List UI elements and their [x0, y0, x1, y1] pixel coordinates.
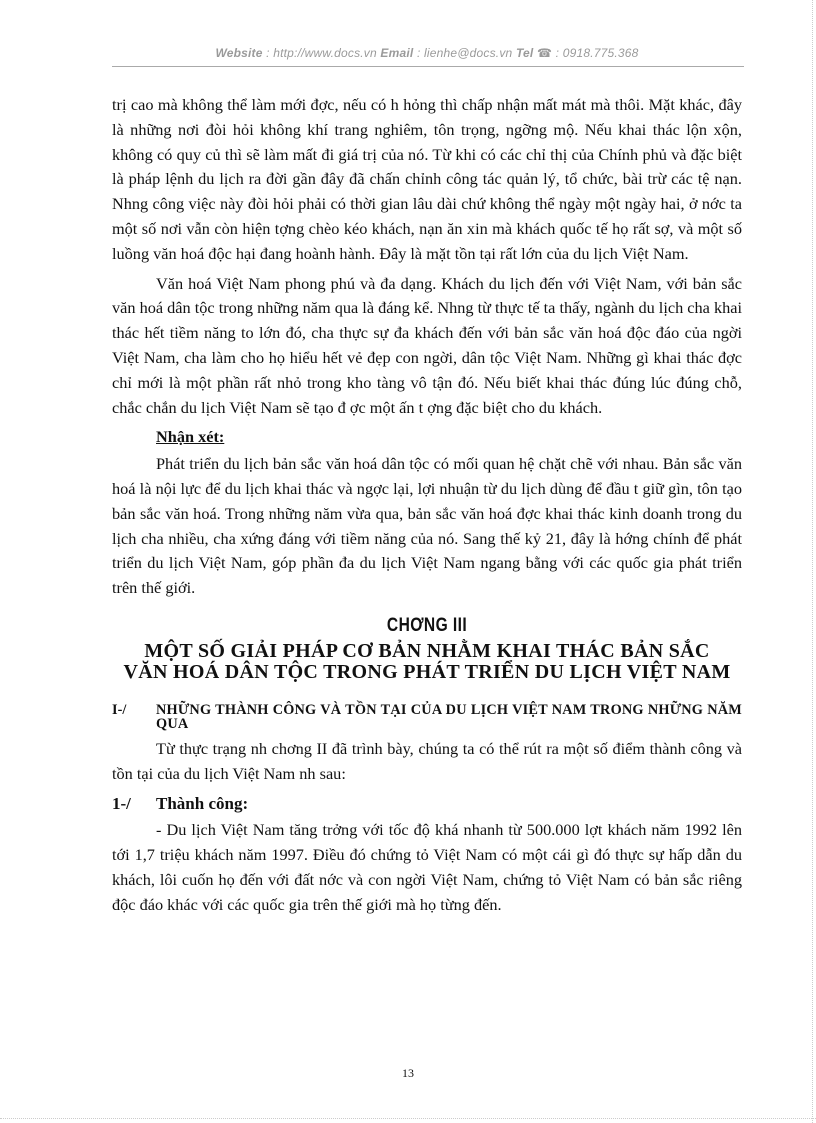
website-value: : http://www.docs.vn	[262, 46, 381, 60]
email-label: Email	[380, 46, 414, 60]
section-intro: Từ thực trạng nh chơng II đã trình bày, chúng ta có thể rút ra một số điểm thành công và tồn tại của du lịch Việt Nam nh sau:	[112, 738, 742, 783]
document-body	[112, 93, 742, 923]
tel-label: Tel	[515, 46, 534, 60]
tel-value: ☎ : 0918.775.368	[533, 46, 639, 60]
chapter-label: CHƠNG III	[386, 614, 468, 636]
subsection-number: 1-/	[112, 793, 131, 813]
subsection-heading	[112, 792, 742, 817]
website-label: Website	[215, 46, 263, 60]
right-dotted-rule	[812, 0, 813, 1123]
chapter-title	[112, 641, 742, 683]
section-title: NHỮNG THÀNH CÔNG VÀ TỒN TẠI CỦA DU LỊCH VIỆT NAM TRONG NHỮNG NĂM QUA	[156, 701, 742, 732]
subsection-paragraph-1: - Du lịch Việt Nam tăng trởng với tốc độ khá nhanh từ 500.000 lợt khách năm 1992 lên tới 1,7 triệu khách năm 1997. Điều đó chứng tỏ Việt Nam có một cái gì đó thực sự hấp dẫn du khách, lôi cuốn họ đến với đất nớc và con ngời Việt Nam, chứng tỏ Việt Nam có bản sắc riêng độc đáo khác với các quốc gia trên thế giới mà họ từng đến.	[112, 820, 742, 914]
header-divider	[112, 66, 744, 67]
section-heading	[112, 703, 742, 731]
email-value: : lienhe@docs.vn	[413, 46, 516, 60]
chapter-title-line-2: VĂN HOÁ DÂN TỘC TRONG PHÁT TRIỂN DU LỊCH VIỆT NAM	[123, 660, 731, 683]
paragraph-2: Văn hoá Việt Nam phong phú và đa dạng. Khách du lịch đến với Việt Nam, với bản sắc văn hoá dân tộc trong những năm qua là đáng kể. Nhng từ thực tế ta thấy, ngành du lịch cha khai thác hết tiềm năng to lớn đó, cha thực sự đa khách đến với bản sắc văn hoá độc đáo của ngời Việt Nam, cha làm cho họ hiểu hết vẻ đẹp con ngời, dân tộc Việt Nam. Những gì khai thác đợc chỉ mới là một phần rất nhỏ trong kho tàng vô tận đó. Nếu biết khai thác đúng lúc đúng chỗ, chắc chắn du lịch Việt Nam sẽ tạo đ ợc một ấn t ợng đặc biệt cho du khách.	[112, 273, 742, 417]
section-number: I-/	[112, 701, 127, 718]
page-header	[112, 46, 742, 60]
paragraph-1: trị cao mà không thể làm mới đợc, nếu có h hỏng thì chấp nhận mất mát mà thôi. Mặt khác, đây là những nơi đòi hỏi không khí trang nghiêm, tôn trọng, ngỡng mộ. Nếu khai thác lộn xộn, không có quy củ thì sẽ làm mất đi giá trị của nó. Từ khi có các chỉ thị của Chính phủ và đặc biệt là pháp lệnh du lịch ra đời gần đây đã chấn chỉnh công tác quản lý, tổ chức, bài trừ các tệ nạn. Nhng công việc này đòi hỏi phải có thời gian lâu dài chứ không thể ngày một ngày hai, ở nớc ta một số nơi vẫn còn hiện tợng chèo kéo khách, nạn ăn xin mà khách quốc tế họ rất sợ, và một số luồng văn hoá độc hại đang hoành hành. Đây là mặt tồn tại rất lớn của du lịch Việt Nam.	[112, 95, 742, 263]
page-number: 13	[402, 1066, 414, 1080]
chapter-title-line-1: MỘT SỐ GIẢI PHÁP CƠ BẢN NHẰM KHAI THÁC BẢN SẮC	[144, 639, 710, 662]
note-heading: Nhận xét:	[156, 427, 225, 447]
paragraph-3: Phát triển du lịch bản sắc văn hoá dân tộc có mối quan hệ chặt chẽ với nhau. Bản sắc văn hoá là nội lực để du lịch khai thác và ngợc lại, lợi nhuận từ du lịch dùng để đầu t giữ gìn, tôn tạo bản sắc văn hoá. Trong những năm vừa qua, bản sắc văn hoá đợc khai thác kinh doanh trong du lịch cha nhiều, cha xứng đáng với tiềm năng của nó. Sang thế kỷ 21, đây là hớng chính để phát triển du lịch Việt Nam, góp phần đa du lịch Việt Nam ngang bằng với các quốc gia phát triển trên thế giới.	[112, 454, 742, 598]
bottom-dotted-rule	[0, 1118, 816, 1119]
subsection-title: Thành công:	[156, 793, 249, 813]
